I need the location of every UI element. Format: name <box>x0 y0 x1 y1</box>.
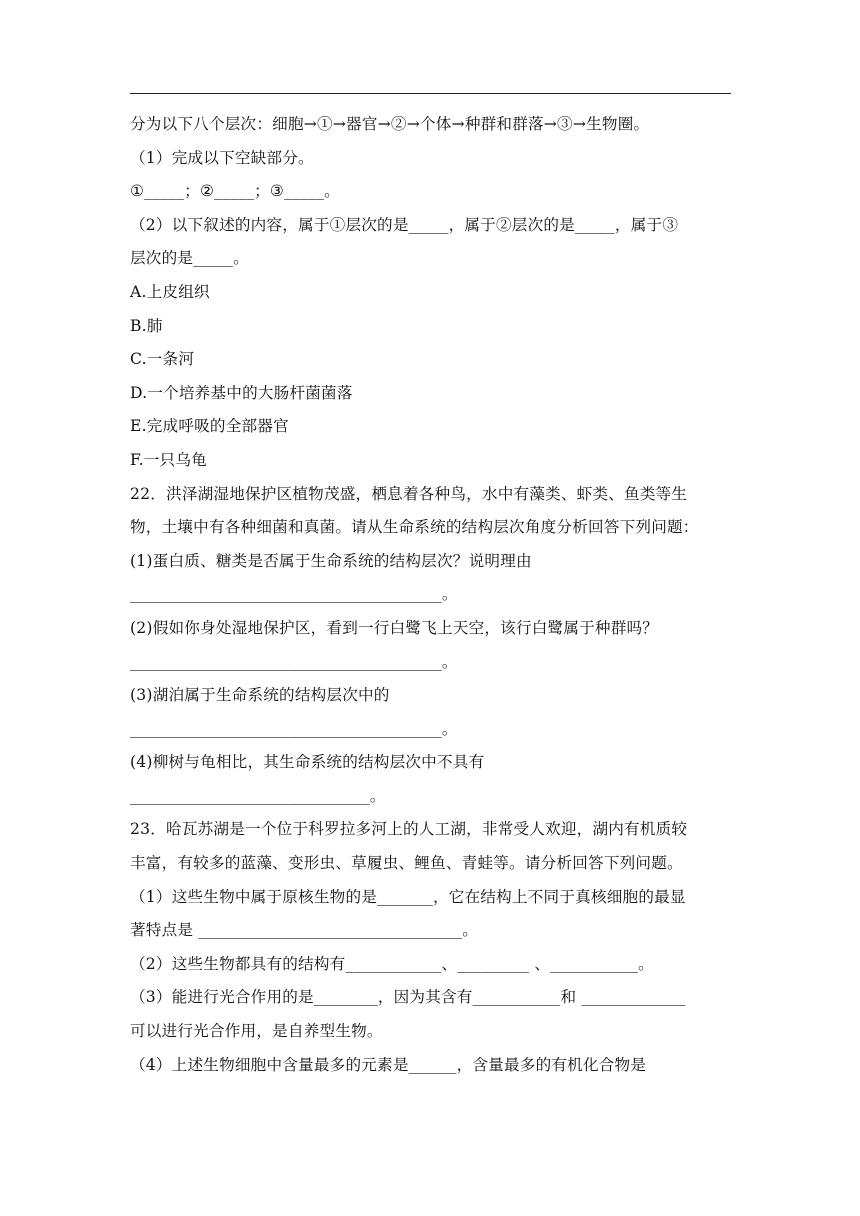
q22-stem-line2: 物，土壤中有各种细菌和真菌。请从生命系统的结构层次角度分析回答下列问题： <box>130 518 699 537</box>
q22-part1-answer-blank: _______________________________________。 <box>130 585 458 604</box>
q23-part3-line1: （3）能进行光合作用的是________，因为其含有___________和 _____________ <box>130 988 686 1007</box>
q21-part2-prompt-line2: 层次的是_____。 <box>130 249 249 268</box>
q22-part4-prompt: (4)柳树与龟相比，其生命系统的结构层次中不具有 <box>130 753 485 772</box>
q23-stem-line2: 丰富，有较多的蓝藻、变形虫、草履虫、鲤鱼、青蛙等。请分析回答下列问题。 <box>130 854 683 873</box>
q23-part3-line2: 可以进行光合作用，是自养型生物。 <box>130 1022 383 1041</box>
q22-part1-prompt: (1)蛋白质、糖类是否属于生命系统的结构层次？说明理由 <box>130 551 532 570</box>
document-page <box>130 108 732 1082</box>
q21-option-f: F.一只乌龟 <box>130 450 207 469</box>
q22-part3-answer-blank: _______________________________________。 <box>130 719 458 738</box>
q23-part1-line1: （1）这些生物中属于原核生物的是_______，它在结构上不同于真核细胞的最显 <box>130 887 686 906</box>
q23-part1-line2: 著特点是 _________________________________。 <box>130 921 479 940</box>
header-rule <box>130 93 731 94</box>
q21-option-e: E.完成呼吸的全部器官 <box>130 417 289 436</box>
q21-intro-line: 分为以下八个层次：细胞→①→器官→②→个体→种群和群落→③→生物圈。 <box>130 115 650 133</box>
q22-part2-prompt: (2)假如你身处湿地保护区，看到一行白鹭飞上天空，该行白鹭属于种群吗？ <box>130 618 659 637</box>
q22-part4-answer-blank: ______________________________。 <box>130 786 386 805</box>
q21-part1-blanks: ①_____；②_____；③_____。 <box>130 182 340 201</box>
q21-option-a: A.上皮组织 <box>130 282 210 301</box>
q23-part4-line1: （4）上述生物细胞中含量最多的元素是______，含量最多的有机化合物是 <box>130 1055 647 1074</box>
q22-stem-line1: 22．洪泽湖湿地保护区植物茂盛，栖息着各种鸟，水中有藻类、虾类、鱼类等生 <box>130 484 688 503</box>
q23-part2: （2）这些生物都具有的结构有____________、_________ 、___________。 <box>130 954 654 973</box>
q22-part3-prompt: (3)湖泊属于生命系统的结构层次中的 <box>130 686 390 705</box>
q21-option-c: C.一条河 <box>130 350 195 369</box>
q23-stem-line1: 23．哈瓦苏湖是一个位于科罗拉多河上的人工湖，非常受人欢迎，湖内有机质较 <box>130 820 688 839</box>
q22-part2-answer-blank: _______________________________________。 <box>130 652 458 671</box>
q21-part1-prompt: （1）完成以下空缺部分。 <box>130 148 314 167</box>
q21-option-d: D.一个培养基中的大肠杆菌菌落 <box>130 383 353 402</box>
q21-part2-prompt-line1: （2）以下叙述的内容，属于①层次的是_____，属于②层次的是_____，属于③ <box>130 215 679 234</box>
q21-option-b: B.肺 <box>130 316 163 335</box>
